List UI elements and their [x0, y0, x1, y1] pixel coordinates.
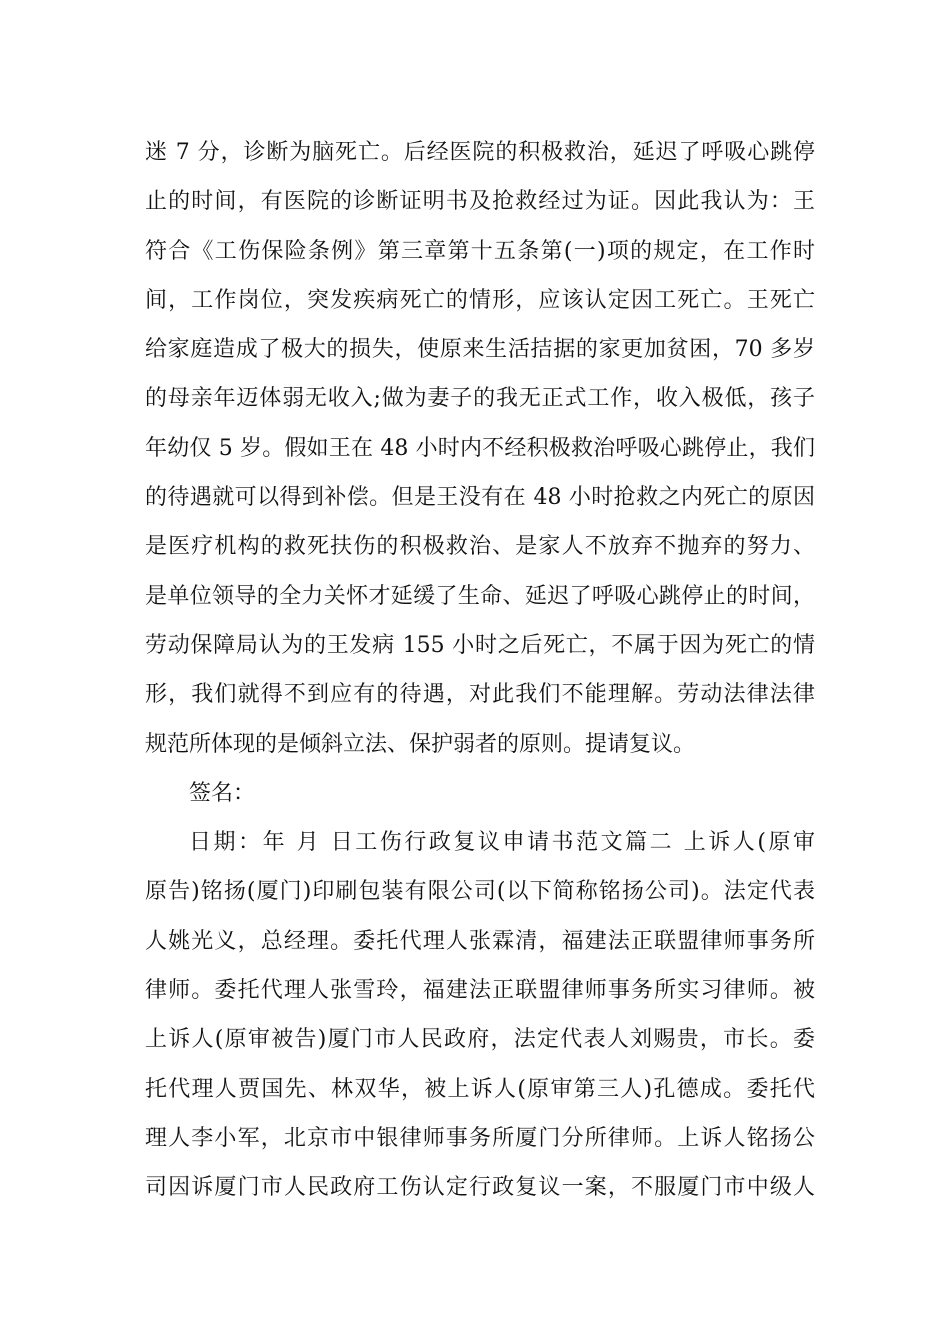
text-line: 符合《工伤保险条例》第三章第十五条第(一)项的规定，在工作时 — [145, 238, 815, 264]
text-line: 是单位领导的全力关怀才延缓了生命、延迟了呼吸心跳停止的时间， — [145, 583, 815, 609]
text-line: 年幼仅 5 岁。假如王在 48 小时内不经积极救治呼吸心跳停止，我们 — [145, 435, 815, 461]
text-line: 托代理人贾国先、林双华，被上诉人(原审第三人)孔德成。委托代 — [145, 1076, 815, 1102]
text-line: 人姚光义，总经理。委托代理人张霖清，福建法正联盟律师事务所 — [145, 928, 815, 954]
text-line: 原告)铭扬(厦门)印刷包装有限公司(以下简称铭扬公司)。法定代表 — [145, 879, 815, 905]
text-line: 律师。委托代理人张雪玲，福建法正联盟律师事务所实习律师。被 — [145, 978, 815, 1004]
text-line: 的待遇就可以得到补偿。但是王没有在 48 小时抢救之内死亡的原因 — [145, 485, 815, 511]
document-body — [145, 128, 815, 1213]
text-line: 形，我们就得不到应有的待遇，对此我们不能理解。劳动法律法律 — [145, 682, 815, 708]
text-line: 间，工作岗位，突发疾病死亡的情形，应该认定因工死亡。王死亡 — [145, 287, 815, 313]
date-line: 日期：年 月 日工伤行政复议申请书范文篇二 上诉人(原审 — [189, 830, 815, 856]
text-line: 司因诉厦门市人民政府工伤认定行政复议一案，不服厦门市中级人 — [145, 1175, 815, 1201]
signature-label: 签名： — [189, 780, 256, 806]
text-line: 理人李小军，北京市中银律师事务所厦门分所律师。上诉人铭扬公 — [145, 1125, 815, 1151]
text-line: 规范所体现的是倾斜立法、保护弱者的原则。提请复议。 — [145, 731, 696, 757]
text-line: 上诉人(原审被告)厦门市人民政府，法定代表人刘赐贵，市长。委 — [145, 1027, 815, 1053]
text-line: 是医疗机构的救死扶伤的积极救治、是家人不放弃不抛弃的努力、 — [145, 534, 815, 560]
text-line: 劳动保障局认为的王发病 155 小时之后死亡，不属于因为死亡的情 — [145, 632, 815, 658]
text-line: 止的时间，有医院的诊断证明书及抢救经过为证。因此我认为：王 — [145, 189, 815, 215]
text-line: 的母亲年迈体弱无收入;做为妻子的我无正式工作，收入极低，孩子 — [145, 386, 815, 412]
text-line: 给家庭造成了极大的损失，使原来生活拮据的家更加贫困，70 多岁 — [145, 337, 815, 363]
text-line: 迷 7 分，诊断为脑死亡。后经医院的积极救治，延迟了呼吸心跳停 — [145, 140, 815, 165]
